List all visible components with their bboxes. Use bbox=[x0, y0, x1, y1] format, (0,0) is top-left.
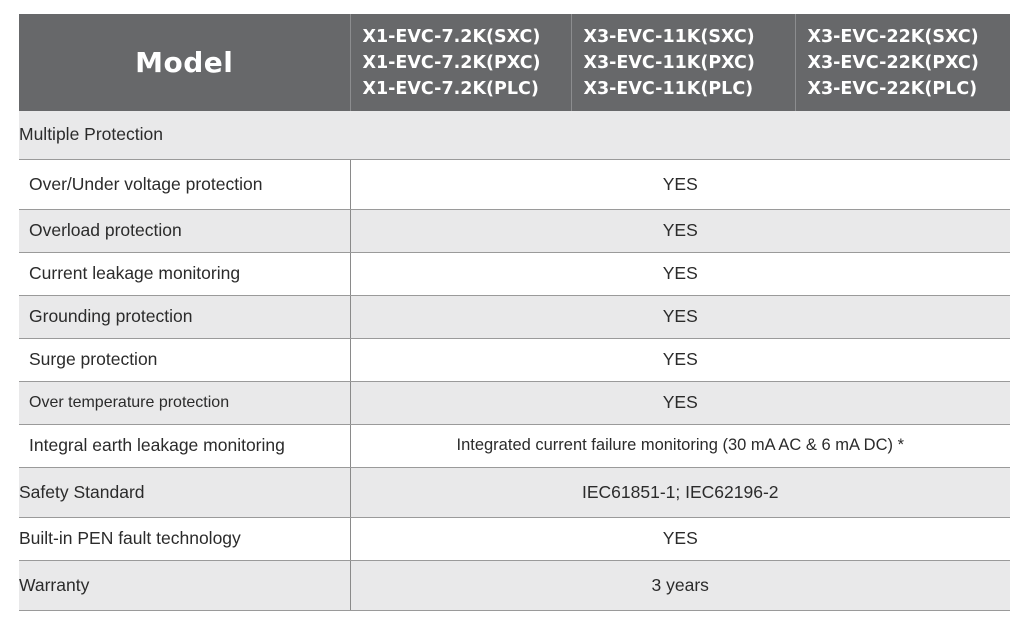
row-label: Overload protection bbox=[19, 209, 350, 252]
model-variant-x1-7-2k bbox=[350, 14, 571, 111]
row-label: Over temperature protection bbox=[19, 381, 350, 424]
variant-label: X3-EVC-11K(SXC) bbox=[583, 26, 755, 47]
variant-label: X1-EVC-7.2K(SXC) bbox=[362, 26, 541, 47]
table-row bbox=[19, 467, 1010, 517]
row-label: Integral earth leakage monitoring bbox=[19, 424, 350, 467]
row-value: Integrated current failure monitoring (30 mA AC & 6 mA DC) * bbox=[350, 424, 1010, 467]
row-value: YES bbox=[350, 209, 1010, 252]
variant-label: X1-EVC-7.2K(PLC) bbox=[362, 78, 539, 99]
model-variant-x3-11k bbox=[571, 14, 795, 111]
spec-table bbox=[19, 14, 1010, 611]
variant-label: X1-EVC-7.2K(PXC) bbox=[362, 52, 541, 73]
row-label: Current leakage monitoring bbox=[19, 252, 350, 295]
table-row bbox=[19, 517, 1010, 560]
variant-label: X3-EVC-11K(PXC) bbox=[583, 52, 755, 73]
variant-label: X3-EVC-22K(PLC) bbox=[807, 78, 978, 99]
row-value: YES bbox=[350, 381, 1010, 424]
table-row bbox=[19, 252, 1010, 295]
section-title: Multiple Protection bbox=[19, 111, 1010, 159]
table-row bbox=[19, 338, 1010, 381]
row-value: YES bbox=[350, 338, 1010, 381]
row-value: YES bbox=[350, 517, 1010, 560]
table-row bbox=[19, 381, 1010, 424]
row-value: YES bbox=[350, 295, 1010, 338]
variant-label: X3-EVC-22K(PXC) bbox=[807, 52, 979, 73]
table-row bbox=[19, 560, 1010, 610]
table-row bbox=[19, 295, 1010, 338]
variant-label: X3-EVC-11K(PLC) bbox=[583, 78, 754, 99]
row-label: Over/Under voltage protection bbox=[19, 159, 350, 209]
table-row bbox=[19, 209, 1010, 252]
section-row bbox=[19, 111, 1010, 159]
row-label: Grounding protection bbox=[19, 295, 350, 338]
row-label: Surge protection bbox=[19, 338, 350, 381]
row-label: Safety Standard bbox=[19, 467, 350, 517]
header-row bbox=[19, 14, 1010, 111]
row-label: Built-in PEN fault technology bbox=[19, 517, 350, 560]
table-row bbox=[19, 159, 1010, 209]
row-label: Warranty bbox=[19, 560, 350, 610]
row-value: YES bbox=[350, 159, 1010, 209]
row-value: YES bbox=[350, 252, 1010, 295]
variant-label: X3-EVC-22K(SXC) bbox=[807, 26, 979, 47]
table-row bbox=[19, 424, 1010, 467]
model-variant-x3-22k bbox=[795, 14, 1010, 111]
model-header: Model bbox=[19, 14, 350, 111]
row-value: IEC61851-1; IEC62196-2 bbox=[350, 467, 1010, 517]
row-value: 3 years bbox=[350, 560, 1010, 610]
